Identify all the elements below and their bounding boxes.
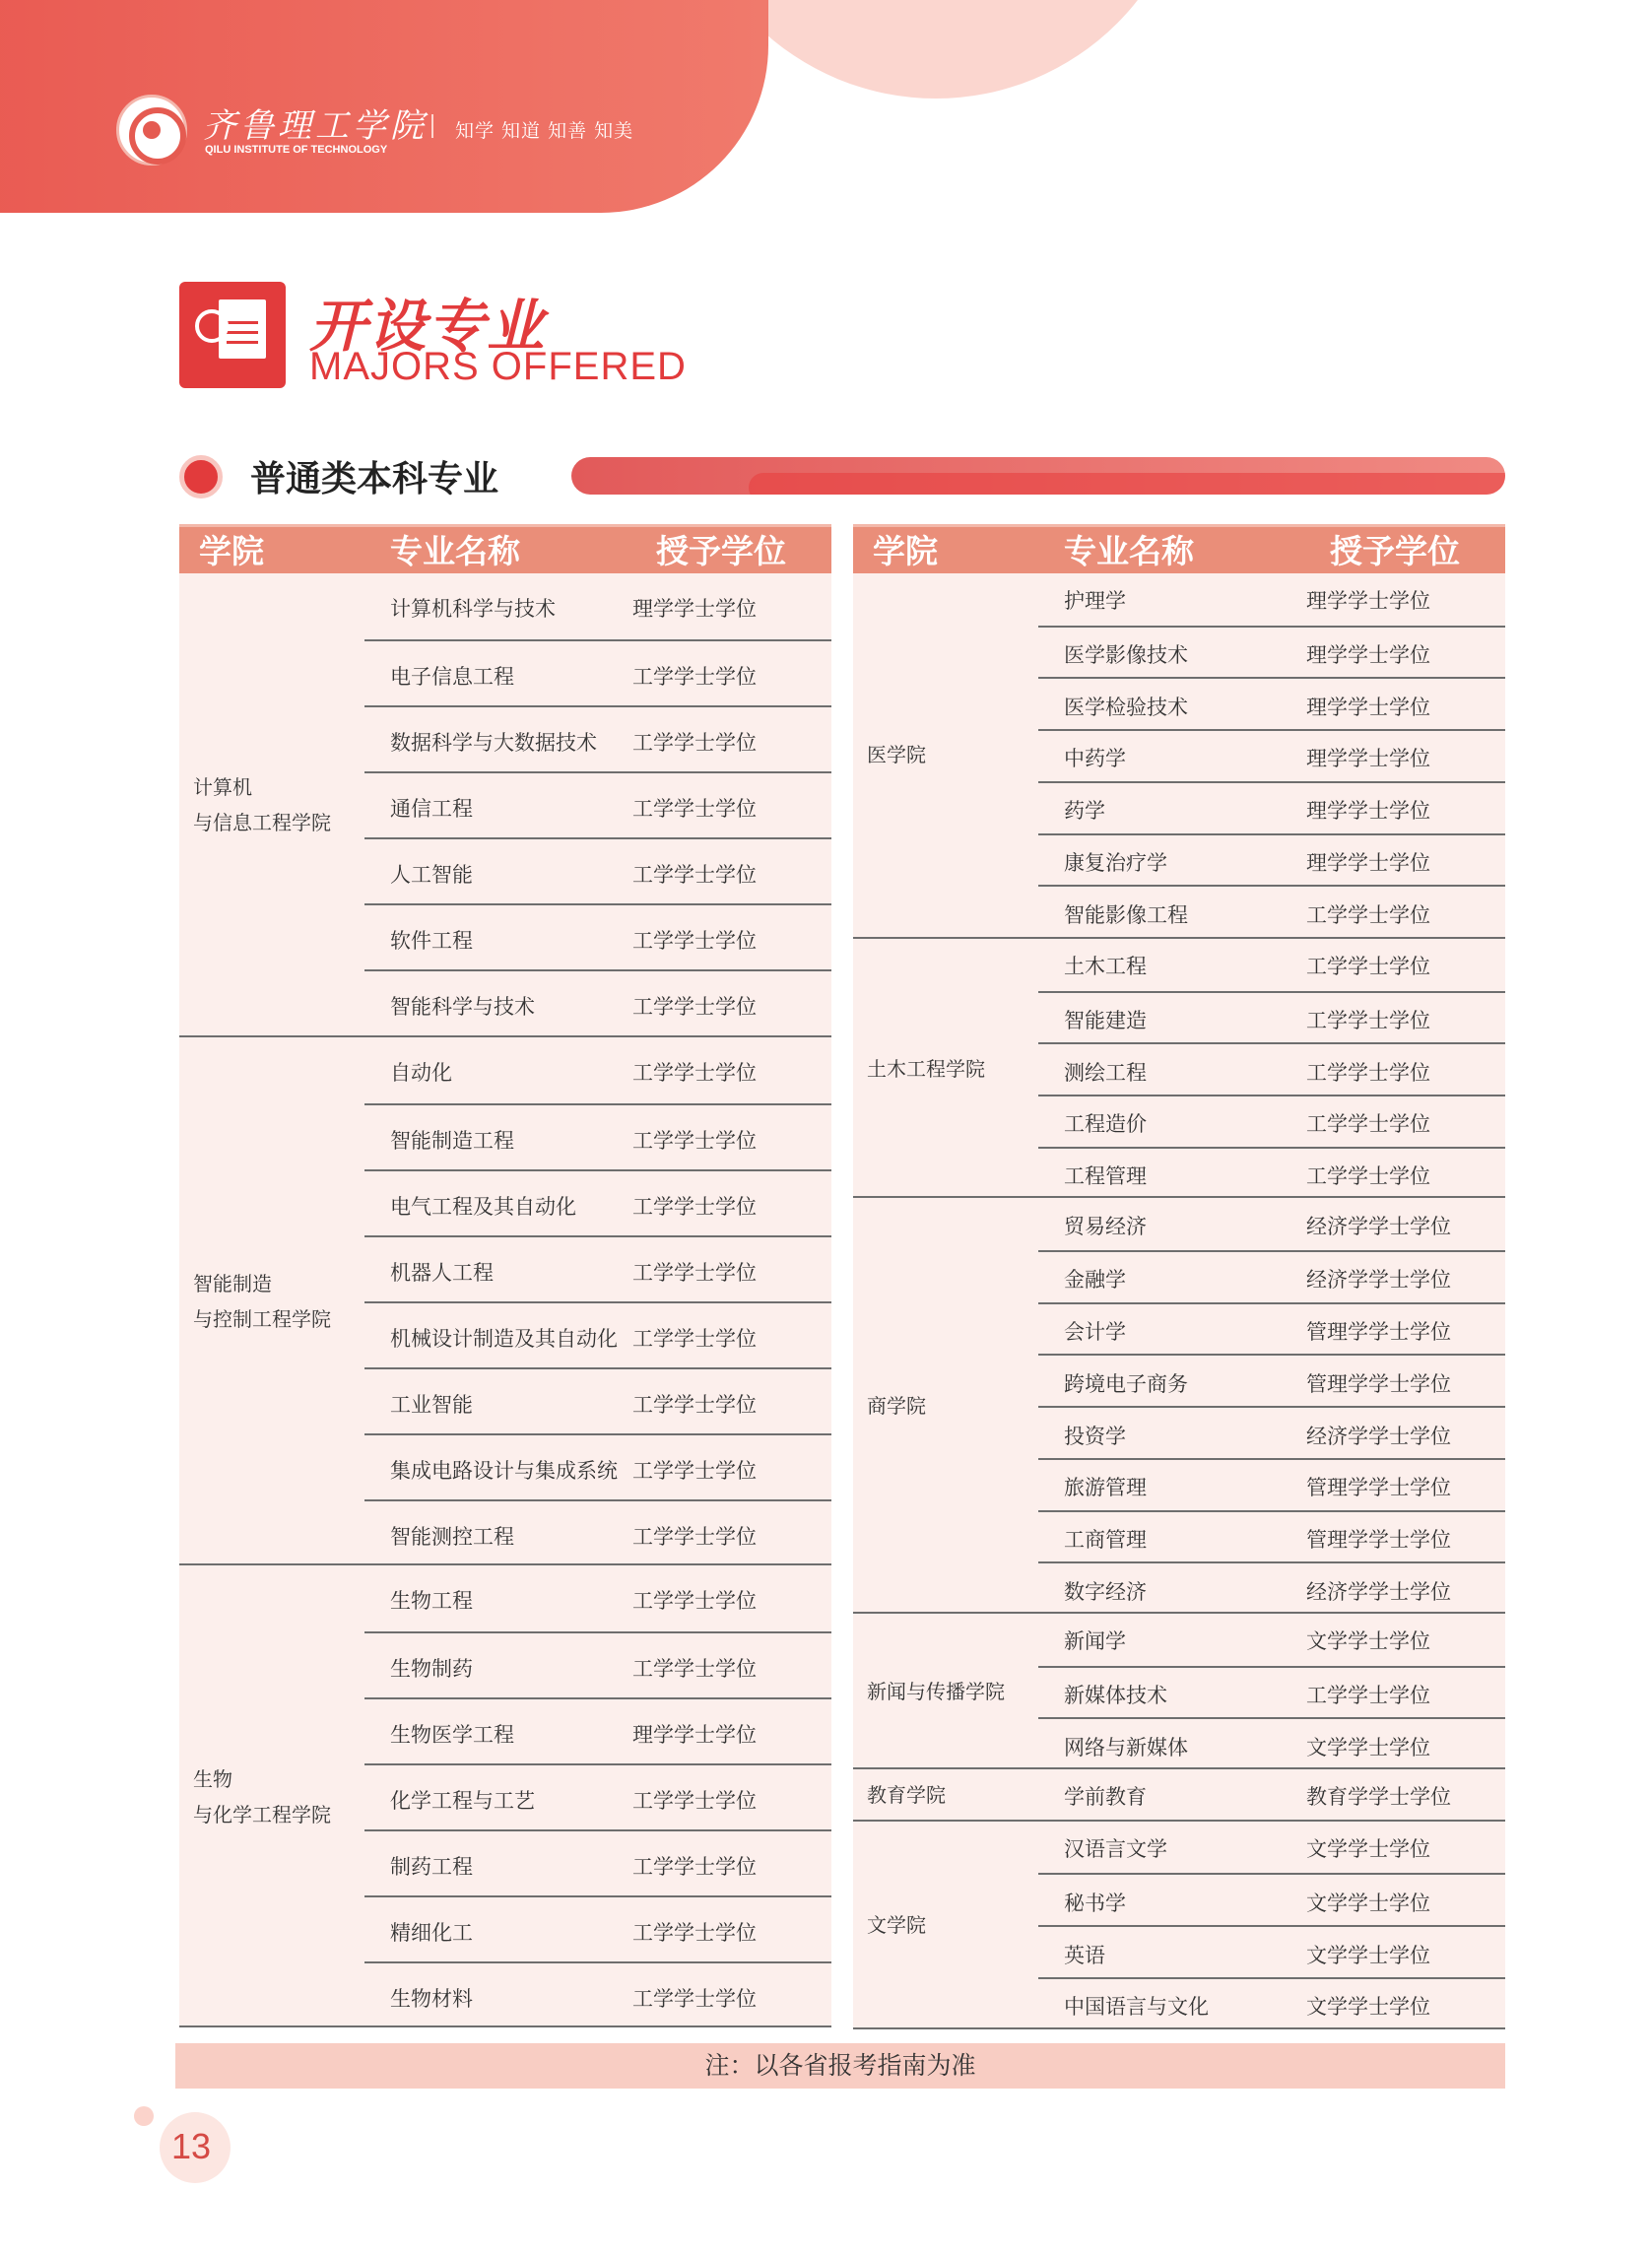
table-row	[1038, 677, 1505, 729]
major-name: 中国语言与文化	[1064, 1995, 1209, 2020]
header-major: 专业名称	[390, 532, 520, 570]
major-name: 计算机科学与技术	[390, 596, 556, 621]
major-name: 工程造价	[1064, 1112, 1147, 1137]
major-name: 精细化工	[390, 1920, 473, 1945]
table-row	[1038, 939, 1505, 991]
major-name: 护理学	[1064, 589, 1126, 614]
college-name: 医学院	[867, 743, 926, 767]
table-row	[1038, 626, 1505, 678]
degree-name: 理学学士学位	[1306, 747, 1430, 771]
major-name: 生物材料	[390, 1986, 473, 2011]
table-row	[1038, 833, 1505, 886]
table-row	[364, 771, 831, 837]
college-name: 文学院	[867, 1913, 926, 1938]
degree-name: 工学学士学位	[632, 928, 757, 953]
table-row	[364, 1367, 831, 1433]
table-row	[1038, 1354, 1505, 1406]
table-header	[179, 524, 831, 573]
table-row	[1038, 1561, 1505, 1614]
college-group	[853, 1767, 1505, 1820]
table-row	[364, 1829, 831, 1895]
table-row	[1038, 1666, 1505, 1718]
table-row	[1038, 1042, 1505, 1095]
section-subtitle: 普通类本科专业	[250, 459, 499, 499]
degree-name: 工学学士学位	[1306, 1684, 1430, 1708]
school-name-cn: 齐鲁理工学院	[203, 106, 428, 146]
major-name: 软件工程	[390, 928, 473, 953]
table-row	[364, 639, 831, 705]
degree-name: 理学学士学位	[632, 1722, 757, 1747]
table-row	[364, 1169, 831, 1235]
degree-name: 工学学士学位	[632, 1524, 757, 1549]
major-name: 医学影像技术	[1064, 643, 1188, 668]
header-college: 学院	[873, 532, 938, 570]
table-row	[1038, 991, 1505, 1043]
degree-name: 工学学士学位	[632, 1060, 757, 1085]
table-row	[364, 1697, 831, 1763]
table-row	[364, 1763, 831, 1829]
degree-name: 文学学士学位	[1306, 1629, 1430, 1654]
footnote-text: 注：以各省报考指南为准	[704, 2051, 976, 2080]
major-name: 秘书学	[1064, 1891, 1126, 1915]
majors-table-left	[179, 524, 831, 2027]
major-name: 数据科学与大数据技术	[390, 730, 597, 755]
degree-name: 经济学学士学位	[1306, 1424, 1451, 1448]
degree-name: 工学学士学位	[632, 664, 757, 689]
degree-name: 工学学士学位	[632, 1986, 757, 2011]
major-name: 医学检验技术	[1064, 695, 1188, 719]
degree-name: 理学学士学位	[1306, 850, 1430, 875]
college-name: 智能制造 与控制工程学院	[193, 1272, 331, 1331]
table-row	[364, 1433, 831, 1499]
table-row	[364, 1301, 831, 1367]
table-row	[1038, 1510, 1505, 1562]
degree-name: 经济学学士学位	[1306, 1268, 1451, 1293]
degree-name: 文学学士学位	[1306, 1995, 1430, 2020]
majors-document-icon	[179, 282, 286, 388]
college-name: 土木工程学院	[867, 1056, 985, 1081]
table-row	[1038, 1977, 1505, 2029]
header-degree: 授予学位	[656, 532, 786, 570]
major-name: 机器人工程	[390, 1260, 494, 1285]
major-name: 电子信息工程	[390, 664, 514, 689]
major-name: 学前教育	[1064, 1785, 1147, 1810]
page-title: 开设专业	[309, 293, 547, 360]
major-name: 中药学	[1064, 747, 1126, 771]
degree-name: 理学学士学位	[1306, 799, 1430, 824]
major-name: 通信工程	[390, 796, 473, 821]
degree-name: 工学学士学位	[632, 862, 757, 887]
degree-name: 经济学学士学位	[1306, 1579, 1451, 1604]
degree-name: 工学学士学位	[632, 1854, 757, 1879]
degree-name: 工学学士学位	[1306, 1164, 1430, 1189]
degree-name: 管理学学士学位	[1306, 1371, 1451, 1396]
table-row	[1038, 1302, 1505, 1355]
table-row	[364, 705, 831, 771]
college-group	[853, 1820, 1505, 2027]
table-bottom-rule	[853, 2027, 1505, 2029]
table-row	[1038, 1925, 1505, 1977]
footnote-bar	[175, 2043, 1505, 2089]
degree-name: 工学学士学位	[632, 1656, 757, 1681]
college-name: 计算机 与信息工程学院	[193, 774, 331, 834]
degree-name: 理学学士学位	[1306, 695, 1430, 719]
major-name: 自动化	[390, 1060, 452, 1085]
major-name: 汉语言文学	[1064, 1837, 1167, 1862]
table-row	[1038, 1406, 1505, 1458]
degree-name: 工学学士学位	[632, 1920, 757, 1945]
degree-name: 工学学士学位	[1306, 902, 1430, 927]
degree-name: 工学学士学位	[632, 1788, 757, 1813]
table-header	[853, 524, 1505, 573]
header-major: 专业名称	[1064, 532, 1194, 570]
major-name: 智能制造工程	[390, 1128, 514, 1153]
major-name: 药学	[1064, 799, 1105, 824]
table-row	[364, 1565, 831, 1631]
major-name: 电气工程及其自动化	[390, 1194, 576, 1219]
major-name: 旅游管理	[1064, 1476, 1147, 1500]
table-row	[1038, 1095, 1505, 1147]
major-name: 会计学	[1064, 1320, 1126, 1345]
major-name: 工商管理	[1064, 1527, 1147, 1552]
degree-name: 文学学士学位	[1306, 1735, 1430, 1759]
major-name: 测绘工程	[1064, 1060, 1147, 1085]
college-name: 商学院	[867, 1394, 926, 1419]
degree-name: 管理学学士学位	[1306, 1527, 1451, 1552]
degree-name: 工学学士学位	[1306, 955, 1430, 979]
school-motto: 知学 知道 知善 知美	[455, 120, 634, 142]
major-name: 机械设计制造及其自动化	[390, 1326, 618, 1351]
table-bottom-rule	[179, 2025, 831, 2027]
major-name: 生物医学工程	[390, 1722, 514, 1747]
degree-name: 工学学士学位	[632, 1458, 757, 1483]
degree-name: 理学学士学位	[1306, 643, 1430, 668]
table-row	[364, 1895, 831, 1961]
major-name: 英语	[1064, 1943, 1105, 1967]
table-row	[1038, 1614, 1505, 1666]
table-row	[364, 837, 831, 903]
degree-name: 管理学学士学位	[1306, 1320, 1451, 1345]
degree-name: 工学学士学位	[632, 796, 757, 821]
table-row	[1038, 1822, 1505, 1874]
major-name: 康复治疗学	[1064, 850, 1167, 875]
table-row	[1038, 781, 1505, 833]
major-name: 投资学	[1064, 1424, 1126, 1448]
table-row	[1038, 729, 1505, 781]
college-name: 生物 与化学工程学院	[193, 1766, 331, 1826]
bullet-circle-icon	[179, 455, 223, 498]
degree-name: 文学学士学位	[1306, 1943, 1430, 1967]
degree-name: 管理学学士学位	[1306, 1476, 1451, 1500]
major-name: 人工智能	[390, 862, 473, 887]
table-row	[1038, 1458, 1505, 1510]
table-row	[1038, 573, 1505, 626]
page-number: 13	[171, 2126, 212, 2166]
degree-name: 工学学士学位	[1306, 1112, 1430, 1137]
major-name: 网络与新媒体	[1064, 1735, 1188, 1759]
degree-name: 教育学学士学位	[1306, 1785, 1451, 1810]
major-name: 工业智能	[390, 1392, 473, 1417]
major-name: 贸易经济	[1064, 1214, 1147, 1238]
college-group	[853, 1196, 1505, 1612]
page-title-en: MAJORS OFFERED	[309, 345, 687, 388]
degree-name: 工学学士学位	[632, 730, 757, 755]
table-row	[1038, 885, 1505, 937]
major-name: 制药工程	[390, 1854, 473, 1879]
major-name: 集成电路设计与集成系统	[390, 1458, 618, 1483]
subtitle-decor-bar	[571, 457, 1505, 495]
table-row	[1038, 1198, 1505, 1250]
major-name: 智能影像工程	[1064, 902, 1188, 927]
degree-name: 工学学士学位	[632, 1194, 757, 1219]
table-row	[364, 1961, 831, 2027]
major-name: 智能建造	[1064, 1008, 1147, 1032]
college-name: 教育学院	[867, 1783, 946, 1808]
major-name: 金融学	[1064, 1268, 1126, 1293]
major-name: 工程管理	[1064, 1164, 1147, 1189]
college-group	[853, 573, 1505, 937]
table-row	[1038, 1769, 1505, 1822]
school-name-en: QILU INSTITUTE OF TECHNOLOGY	[205, 144, 388, 156]
major-name: 土木工程	[1064, 955, 1147, 979]
table-row	[364, 1499, 831, 1565]
page-decor-dot	[134, 2106, 154, 2126]
major-name: 生物工程	[390, 1588, 473, 1613]
table-row	[364, 573, 831, 639]
major-name: 智能科学与技术	[390, 994, 535, 1019]
college-group	[853, 1612, 1505, 1767]
major-name: 化学工程与工艺	[390, 1788, 535, 1813]
degree-name: 工学学士学位	[632, 1588, 757, 1613]
major-name: 生物制药	[390, 1656, 473, 1681]
degree-name: 经济学学士学位	[1306, 1214, 1451, 1238]
table-row	[364, 1631, 831, 1697]
degree-name: 文学学士学位	[1306, 1837, 1430, 1862]
college-group	[853, 937, 1505, 1197]
college-group	[179, 1563, 831, 2025]
table-row	[364, 969, 831, 1035]
table-row	[1038, 1717, 1505, 1769]
degree-name: 工学学士学位	[1306, 1008, 1430, 1032]
major-name: 智能测控工程	[390, 1524, 514, 1549]
degree-name: 理学学士学位	[632, 596, 757, 621]
table-row	[1038, 1873, 1505, 1925]
major-name: 数字经济	[1064, 1579, 1147, 1604]
major-name: 新闻学	[1064, 1629, 1126, 1654]
major-name: 跨境电子商务	[1064, 1371, 1188, 1396]
majors-table-right	[853, 524, 1505, 2029]
table-row	[1038, 1147, 1505, 1199]
table-row	[364, 1103, 831, 1169]
degree-name: 理学学士学位	[1306, 589, 1430, 614]
college-group	[179, 573, 831, 1035]
school-logo-icon	[116, 95, 187, 166]
motto-divider	[431, 114, 441, 138]
college-name: 新闻与传播学院	[867, 1680, 1005, 1704]
degree-name: 工学学士学位	[632, 1392, 757, 1417]
degree-name: 文学学士学位	[1306, 1891, 1430, 1915]
degree-name: 工学学士学位	[632, 1326, 757, 1351]
header-college: 学院	[199, 532, 264, 570]
table-row	[1038, 1250, 1505, 1302]
college-group	[179, 1035, 831, 1563]
table-row	[364, 1235, 831, 1301]
degree-name: 工学学士学位	[632, 994, 757, 1019]
degree-name: 工学学士学位	[632, 1128, 757, 1153]
table-row	[364, 903, 831, 969]
degree-name: 工学学士学位	[1306, 1060, 1430, 1085]
table-row	[364, 1037, 831, 1103]
header-degree: 授予学位	[1330, 532, 1460, 570]
degree-name: 工学学士学位	[632, 1260, 757, 1285]
major-name: 新媒体技术	[1064, 1684, 1167, 1708]
